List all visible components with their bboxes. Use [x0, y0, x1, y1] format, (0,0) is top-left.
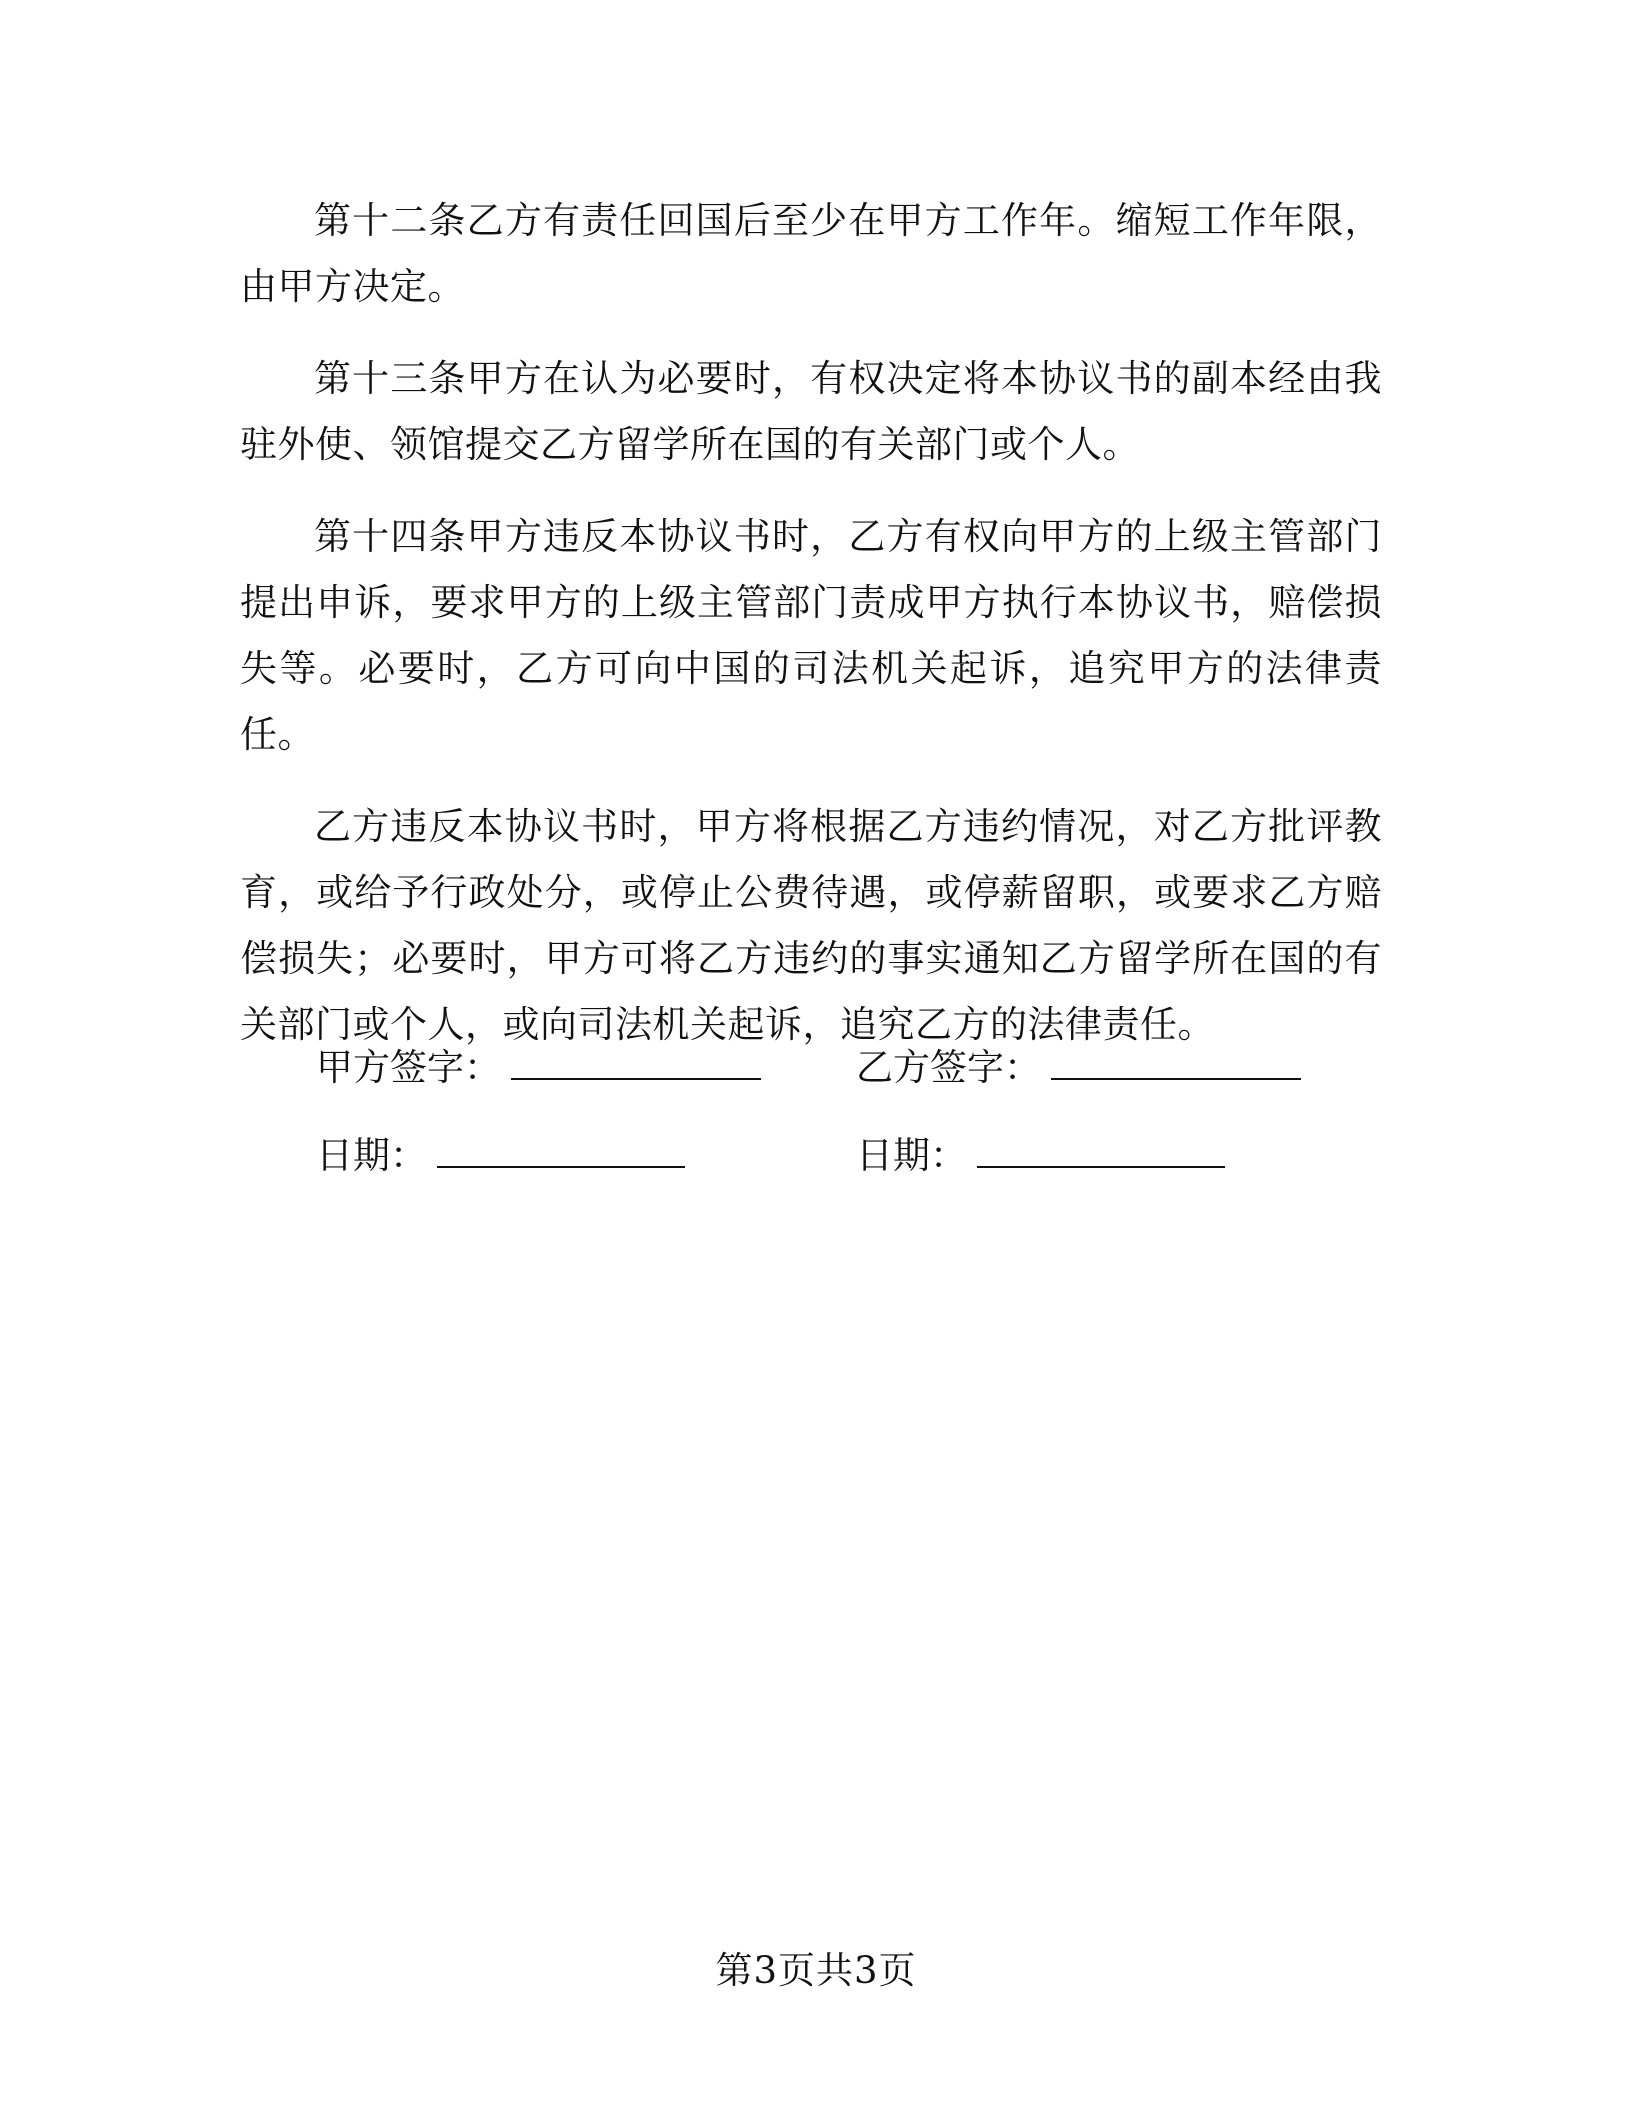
party-b-date-label: 日期：	[856, 1134, 967, 1177]
clause-fourteen: 第十四条甲方违反本协议书时，乙方有权向甲方的上级主管部门提出申诉，要求甲方的上级主管部门责成甲方执行本协议书，赔偿损失等。必要时，乙方可向中国的司法机关起诉，追究甲方的法律责任。	[240, 515, 1382, 756]
clause-twelve: 第十二条乙方有责任回国后至少在甲方工作年。缩短工作年限，由甲方决定。	[240, 199, 1382, 308]
party-a-signature	[316, 1040, 761, 1093]
party-b-signature-line[interactable]	[1051, 1040, 1301, 1080]
document-body	[240, 188, 1382, 1084]
party-b-breach-paragraph: 乙方违反本协议书时，甲方将根据乙方违约情况，对乙方批评教育，或给予行政处分，或停止公费待遇，或停薪留职，或要求乙方赔偿损失；必要时，甲方可将乙方违约的事实通知乙方留学所在国的有关部门或个人，或向司法机关起诉，追究乙方的法律责任。	[240, 805, 1382, 1046]
page-number-footer: 第3页共3页	[715, 1949, 917, 1992]
party-a-date-label: 日期：	[316, 1134, 427, 1177]
party-a-signature-line[interactable]	[511, 1040, 761, 1080]
party-b-signature	[856, 1040, 1301, 1093]
party-b-date	[856, 1128, 1225, 1181]
party-b-signature-label: 乙方签字：	[856, 1046, 1041, 1089]
party-a-date	[316, 1128, 685, 1181]
clause-thirteen: 第十三条甲方在认为必要时，有权决定将本协议书的副本经由我驻外使、领馆提交乙方留学所在国的有关部门或个人。	[240, 357, 1382, 466]
party-b-date-line[interactable]	[977, 1128, 1225, 1168]
party-a-signature-label: 甲方签字：	[316, 1046, 501, 1089]
party-a-date-line[interactable]	[437, 1128, 685, 1168]
